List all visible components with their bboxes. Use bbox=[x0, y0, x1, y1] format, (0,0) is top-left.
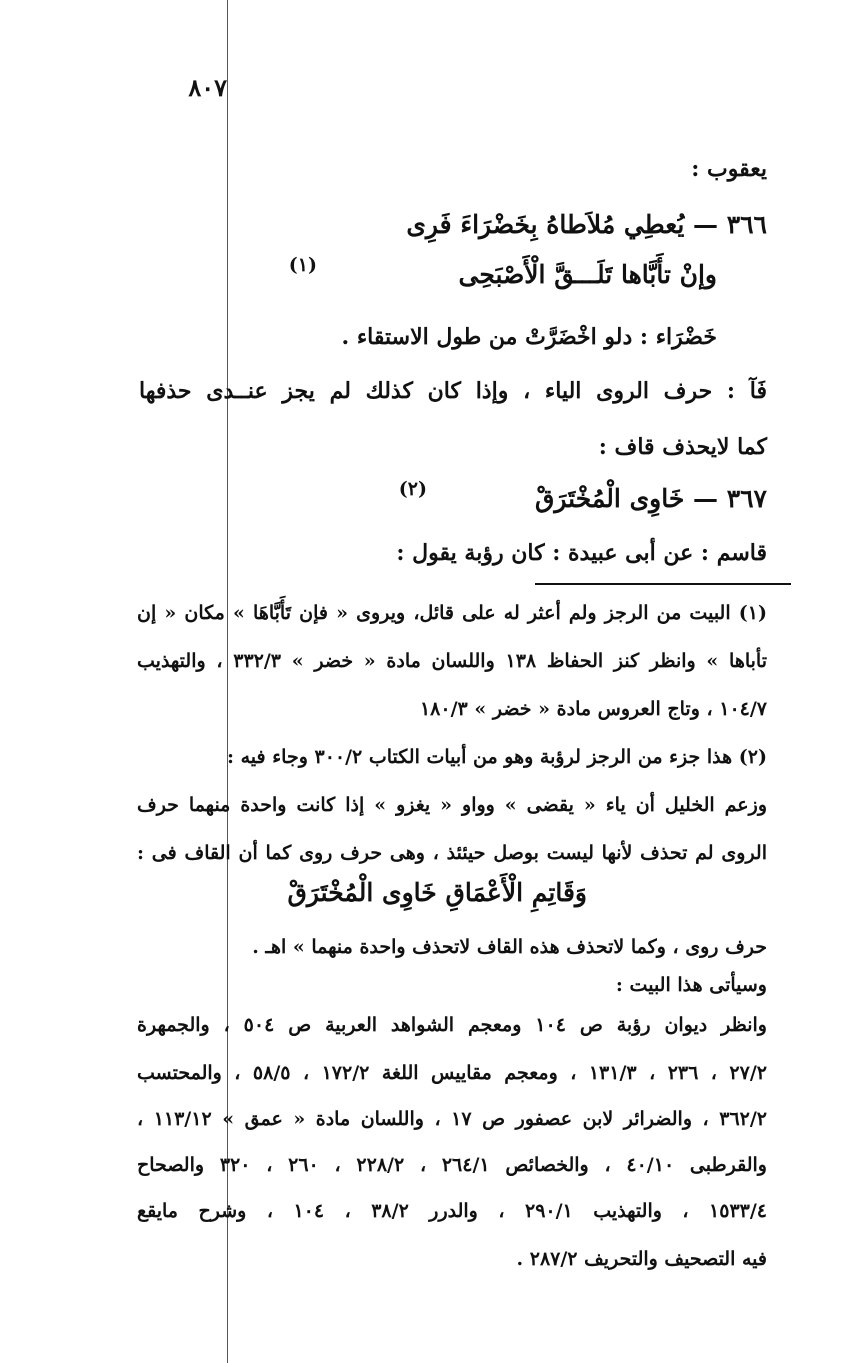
page-number: ٨٠٧ bbox=[188, 73, 227, 102]
explanation-line-1: فَآ : حرف الروى الياء ، وإذا كان كذلك لم يجز عنــدى حذفها bbox=[139, 378, 767, 404]
footnote-2-verse: وَقَاتِمِ الْأَعْمَاقِ خَاوِى الْمُخْتَرَقْ bbox=[287, 878, 587, 907]
footnote-2-refs-line-3: ٣٦٢/٢ ، والضرائر لابن عصفور ص ١٧ ، واللسان مادة « عمق » ١١٣/١٢ ، bbox=[137, 1108, 767, 1130]
footnote-2-continued-line-1: حرف روى ، وكما لاتحذف هذه القاف لاتحذف واحدة منهما » اهـ . bbox=[252, 936, 767, 958]
footnote-ref-1: (١) bbox=[288, 254, 317, 276]
footnote-2-refs-line-5: ١٥٣٣/٤ ، والتهذيب ٢٩٠/١ ، والدرر ٣٨/٢ ، ١٠٤ ، وشرح مايقع bbox=[137, 1200, 767, 1222]
footnote-ref-2: (٢) bbox=[398, 478, 427, 500]
explanation-line-2: كما لايحذف قاف : bbox=[598, 434, 767, 460]
intro-line: يعقوب : bbox=[691, 156, 767, 182]
footnote-2-line-1: (٢) هذا جزء من الرجز لرؤبة وهو من أبيات الكتاب ٣٠٠/٢ وجاء فيه : bbox=[226, 746, 767, 768]
footnote-2-refs-line-2: ٢٧/٢ ، ٢٣٦ ، ١٣١/٣ ، ومعجم مقاييس اللغة ١٧٢/٢ ، ٥٨/٥ ، والمحتسب bbox=[137, 1062, 767, 1084]
footnote-1-line-1: (١) البيت من الرجز ولم أعثر له على قائل، ويروى « فإن تَأَبَّاهَا » مكان « إن bbox=[137, 602, 767, 624]
verse-366-second-hemistich: وإنْ تأَبَّاها تَلَـــقَّ الْأَصْبَحِى bbox=[458, 260, 717, 289]
gloss-line: خَضْرَاء : دلو اخْضَرَّتْ من طول الاستقاء . bbox=[341, 324, 717, 350]
narration-line: قاسم : عن أبى عبيدة : كان رؤبة يقول : bbox=[396, 540, 767, 566]
footnote-2-line-3: الروى لم تحذف لأنها ليست بوصل حيئئذ ، وهى حرف روى كما أن القاف فى : bbox=[137, 842, 767, 864]
footnote-divider bbox=[535, 583, 791, 585]
verse-366-first-hemistich: ٣٦٦ — يُعطِي مُلاَطاهُ بِخَضْرَاءَ فَرِى bbox=[406, 210, 767, 239]
footnote-1-line-3: ١٠٤/٧ ، وتاج العروس مادة « خضر » ١٨٠/٣ bbox=[419, 698, 767, 720]
footnote-2-line-2: وزعم الخليل أن ياء « يقضى » وواو « يغزو » إذا كانت واحدة منهما حرف bbox=[137, 794, 767, 816]
footnote-2-continued-line-2: وسيأتى هذا البيت : bbox=[615, 974, 767, 996]
verse-367: ٣٦٧ — خَاوِى الْمُخْتَرَقْ bbox=[534, 484, 767, 513]
footnote-2-refs-line-4: والقرطبى ٤٠/١٠ ، والخصائص ٢٦٤/١ ، ٢٢٨/٢ ، ٢٦٠ ، ٣٢٠ والصحاح bbox=[137, 1154, 767, 1176]
footnote-1-line-2: تأباها » وانظر كنز الحفاظ ١٣٨ واللسان مادة « خضر » ٣٣٢/٣ ، والتهذيب bbox=[137, 650, 767, 672]
footnote-2-refs-line-6: فيه التصحيف والتحريف ٢٨٧/٢ . bbox=[516, 1248, 767, 1270]
footnote-2-refs-line-1: وانظر ديوان رؤبة ص ١٠٤ ومعجم الشواهد العربية ص ٥٠٤ ، والجمهرة bbox=[137, 1014, 767, 1036]
